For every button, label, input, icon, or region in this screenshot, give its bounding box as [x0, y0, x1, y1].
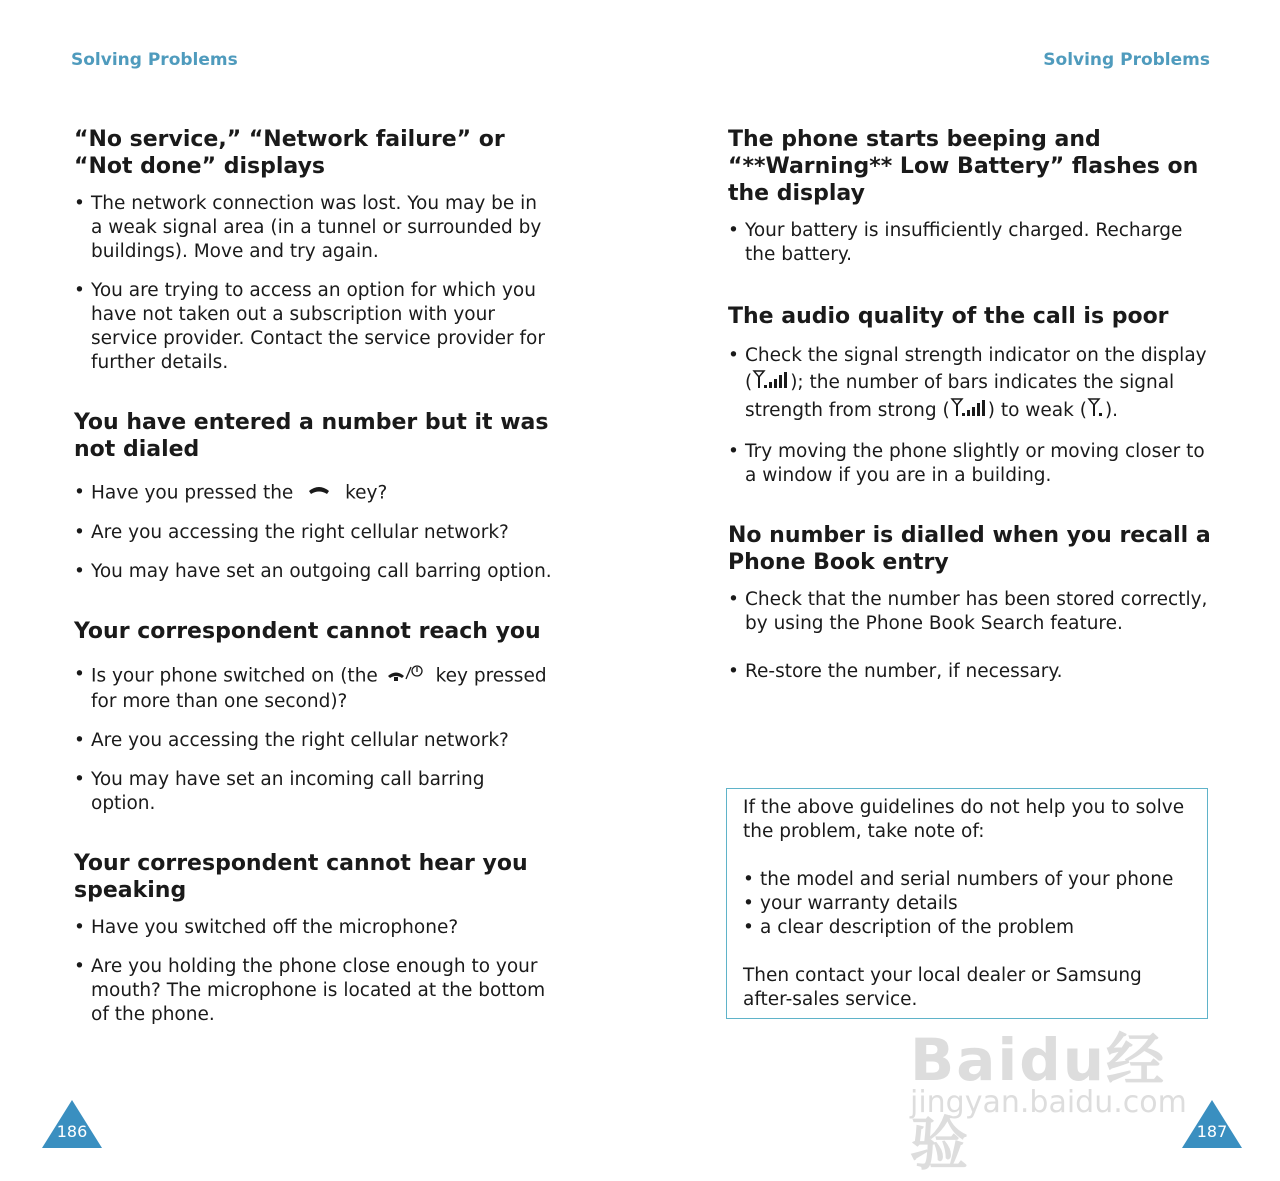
bullet-list	[74, 663, 554, 816]
list-item: • Check that the number has been stored correctly, by using the Phone Book Search feature.	[728, 588, 1218, 636]
signal-full-icon	[752, 369, 790, 397]
list-item: • Have you switched off the microphone?	[74, 916, 554, 940]
list-item: • You may have set an outgoing call barring option.	[74, 560, 554, 584]
list-item: • Are you accessing the right cellular network?	[74, 729, 554, 753]
bullet-list	[728, 588, 1218, 684]
list-item: • Are you holding the phone close enough to your mouth? The microphone is located at the bottom of the phone.	[74, 955, 554, 1027]
list-item-text: Is your phone switched on (the	[91, 665, 378, 687]
list-item-text: key pressed for more than one second)?	[91, 665, 547, 712]
list-item-text: Check the signal strength indicator on the display (	[745, 345, 1207, 393]
section-heading: Your correspondent cannot reach you	[74, 619, 541, 644]
list-item-text: ).	[1104, 400, 1119, 421]
bullet-list	[74, 192, 554, 375]
section-no-number-dialled	[728, 522, 1218, 684]
end-power-key-icon	[384, 663, 430, 690]
list-item: • Re-store the number, if necessary.	[728, 660, 1218, 684]
watermark-url: jingyan.baidu.com	[910, 1085, 1187, 1120]
section-low-battery	[728, 126, 1218, 267]
section-cannot-reach	[74, 618, 554, 816]
list-item-text: key?	[345, 482, 388, 504]
bullet-list	[728, 219, 1218, 267]
list-item: • Try moving the phone slightly or moving closer to a window if you are in a building.	[728, 440, 1218, 488]
list-item: • You are trying to access an option for which you have not taken out a subscription with your service provider. Contact the service provider for further details.	[74, 279, 554, 375]
section-no-service	[74, 126, 554, 375]
list-item: • Your battery is insufficiently charged. Recharge the battery.	[728, 219, 1218, 267]
section-heading: The audio quality of the call is poor	[728, 304, 1169, 329]
signal-weak-icon	[1087, 397, 1105, 425]
list-item: • a clear description of the problem	[743, 916, 1193, 940]
bullet-list	[74, 481, 554, 584]
note-outro: Then contact your local dealer or Samsung after-sales service.	[743, 965, 1142, 1010]
page-number-text: 187	[1196, 1122, 1228, 1141]
list-item-text: Have you pressed the	[91, 482, 294, 504]
page-number-left	[40, 1098, 104, 1150]
left-page-content	[74, 126, 554, 1042]
note-list	[743, 868, 1193, 940]
section-heading: The phone starts beeping and “**Warning** Low Battery” flashes on the display	[728, 127, 1199, 206]
list-item	[74, 481, 554, 506]
list-item: • the model and serial numbers of your phone	[743, 868, 1193, 892]
bullet-list	[728, 342, 1218, 488]
page-number-right	[1180, 1098, 1244, 1150]
section-cannot-hear	[74, 850, 554, 1027]
baidu-watermark	[905, 985, 1205, 1178]
list-item-text: ) to weak (	[987, 400, 1087, 421]
section-heading: No number is dialled when you recall a Phone Book entry	[728, 523, 1211, 575]
running-head-left: Solving Problems	[71, 50, 238, 70]
page-number-text: 186	[56, 1122, 88, 1141]
section-heading: “No service,” “Network failure” or “Not done” displays	[74, 127, 505, 179]
right-page-content	[728, 126, 1218, 699]
section-number-not-dialed	[74, 409, 554, 584]
section-heading: You have entered a number but it was not dialed	[74, 410, 549, 462]
watermark-brand: Baidu经验	[910, 1026, 1167, 1178]
list-item	[74, 663, 554, 714]
list-item: • Are you accessing the right cellular network?	[74, 521, 554, 545]
bullet-list	[74, 916, 554, 1027]
list-item: • your warranty details	[743, 892, 1193, 916]
send-key-icon	[299, 481, 339, 506]
section-audio-quality	[728, 303, 1218, 488]
list-item: • The network connection was lost. You may be in a weak signal area (in a tunnel or surrounded by buildings). Move and try again.	[74, 192, 554, 264]
section-heading: Your correspondent cannot hear you speaking	[74, 851, 528, 903]
note-intro: If the above guidelines do not help you to solve the problem, take note of:	[743, 797, 1185, 842]
list-item	[728, 342, 1218, 425]
signal-strong-icon	[950, 397, 988, 425]
list-item: • You may have set an incoming call barring option.	[74, 768, 554, 816]
list-item-text: ); the number of bars indicates the signal strength from strong (	[745, 372, 1175, 421]
running-head-right: Solving Problems	[1043, 50, 1210, 70]
